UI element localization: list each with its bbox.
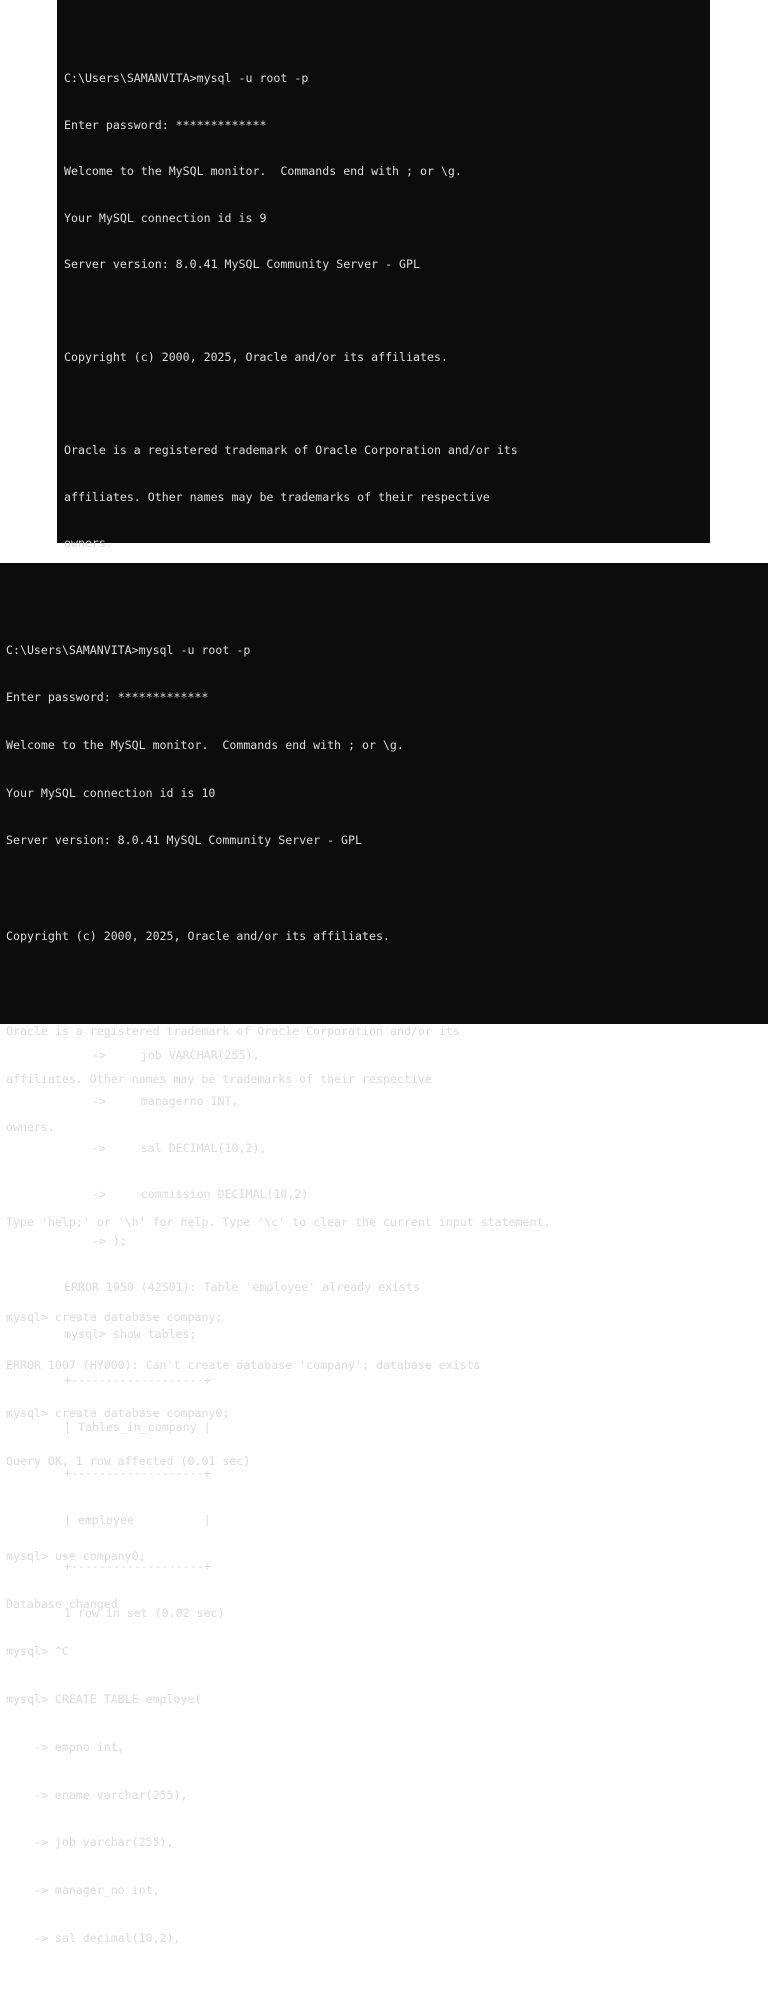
terminal-line: affiliates. Other names may be trademarks of their respective — [6, 1071, 432, 1086]
terminal-line: mysql> use company0; — [6, 1548, 146, 1563]
terminal-line: mysql> ^C — [6, 1644, 69, 1659]
terminal-line: | employee | — [64, 1512, 211, 1527]
terminal-line: Welcome to the MySQL monitor. Commands end with ; or \g. — [64, 164, 462, 178]
terminal-line: owners. — [64, 536, 113, 550]
terminal-line: ERROR 1050 (42S01): Table 'employee' already exists — [64, 1280, 420, 1294]
terminal-line: | Tables_in_company | — [64, 1419, 211, 1434]
terminal-line — [6, 977, 768, 993]
terminal-line — [64, 304, 710, 320]
terminal-line — [6, 1167, 768, 1183]
terminal-line: Copyright (c) 2000, 2025, Oracle and/or its affiliates. — [6, 928, 390, 943]
terminal-line: 1 row in set (0.02 sec) — [64, 1605, 225, 1620]
terminal-line — [6, 1501, 768, 1517]
terminal-line: C:\Users\SAMANVITA>mysql -u root -p — [64, 71, 309, 85]
terminal-line: Copyright (c) 2000, 2025, Oracle and/or its affiliates. — [64, 350, 448, 364]
terminal-line: mysql> show tables; — [64, 1326, 197, 1341]
terminal-line: Welcome to the MySQL monitor. Commands end with ; or \g. — [6, 738, 404, 753]
terminal-line: -> manager_no int, — [6, 1882, 160, 1897]
terminal-line: Oracle is a registered trademark of Oracle Corporation and/or its — [64, 443, 518, 457]
terminal-line: Type 'help;' or '\h' for help. Type '\c' to clear the current input statement. — [6, 1215, 551, 1230]
terminal-line: C:\Users\SAMANVITA>mysql -u root -p — [6, 642, 251, 657]
terminal-line — [6, 881, 768, 897]
terminal-line: -> job VARCHAR(255), — [64, 1047, 260, 1062]
terminal-line: Your MySQL connection id is 9 — [64, 210, 267, 225]
terminal-line — [6, 1263, 768, 1279]
terminal-line: +-------------------+ — [64, 1373, 211, 1387]
terminal-line: Oracle is a registered trademark of Oracle Corporation and/or its — [6, 1024, 460, 1039]
terminal-line: ERROR 1007 (HY000): Can't create database 'company'; database exists — [6, 1358, 481, 1373]
terminal-line: +-------------------+ — [64, 1559, 211, 1573]
terminal-line: Server version: 8.0.41 MySQL Community Server - GPL — [64, 257, 420, 271]
terminal-line: Your MySQL connection id is 10 — [6, 785, 216, 800]
terminal-line: mysql> create database company; — [6, 1310, 223, 1325]
terminal-line: Query OK, 1 row affected (0.01 sec) — [6, 1453, 251, 1468]
terminal-line: mysql> create database company0; — [6, 1405, 230, 1420]
terminal-line: affiliates. Other names may be trademarks of their respective — [64, 489, 490, 504]
terminal-line: -> ); — [64, 1233, 127, 1248]
terminal-line: -> ename varchar(255), — [6, 1787, 188, 1802]
terminal-line: -> sal decimal(10,2), — [6, 1930, 181, 1945]
terminal-line: -> commission DECIMAL(10,2) — [64, 1187, 309, 1201]
terminal-line: Enter password: ************* — [64, 117, 267, 132]
terminal-line: Server version: 8.0.41 MySQL Community Server - GPL — [6, 833, 362, 848]
terminal-line: owners. — [6, 1119, 55, 1134]
terminal-output — [6, 611, 768, 1979]
terminal-line: -> job varchar(255), — [6, 1835, 174, 1850]
terminal-line: -> managerno INT, — [64, 1094, 239, 1108]
terminal-line: Enter password: ************* — [6, 690, 209, 705]
terminal-line: Database changed — [6, 1596, 118, 1611]
terminal-line — [64, 397, 710, 413]
terminal-line: mysql> CREATE TABLE employe( — [6, 1692, 202, 1707]
terminal-line: -> empno int, — [6, 1739, 125, 1754]
terminal-line: -> sal DECIMAL(10,2), — [64, 1140, 267, 1155]
terminal-line: +-------------------+ — [64, 1466, 211, 1480]
